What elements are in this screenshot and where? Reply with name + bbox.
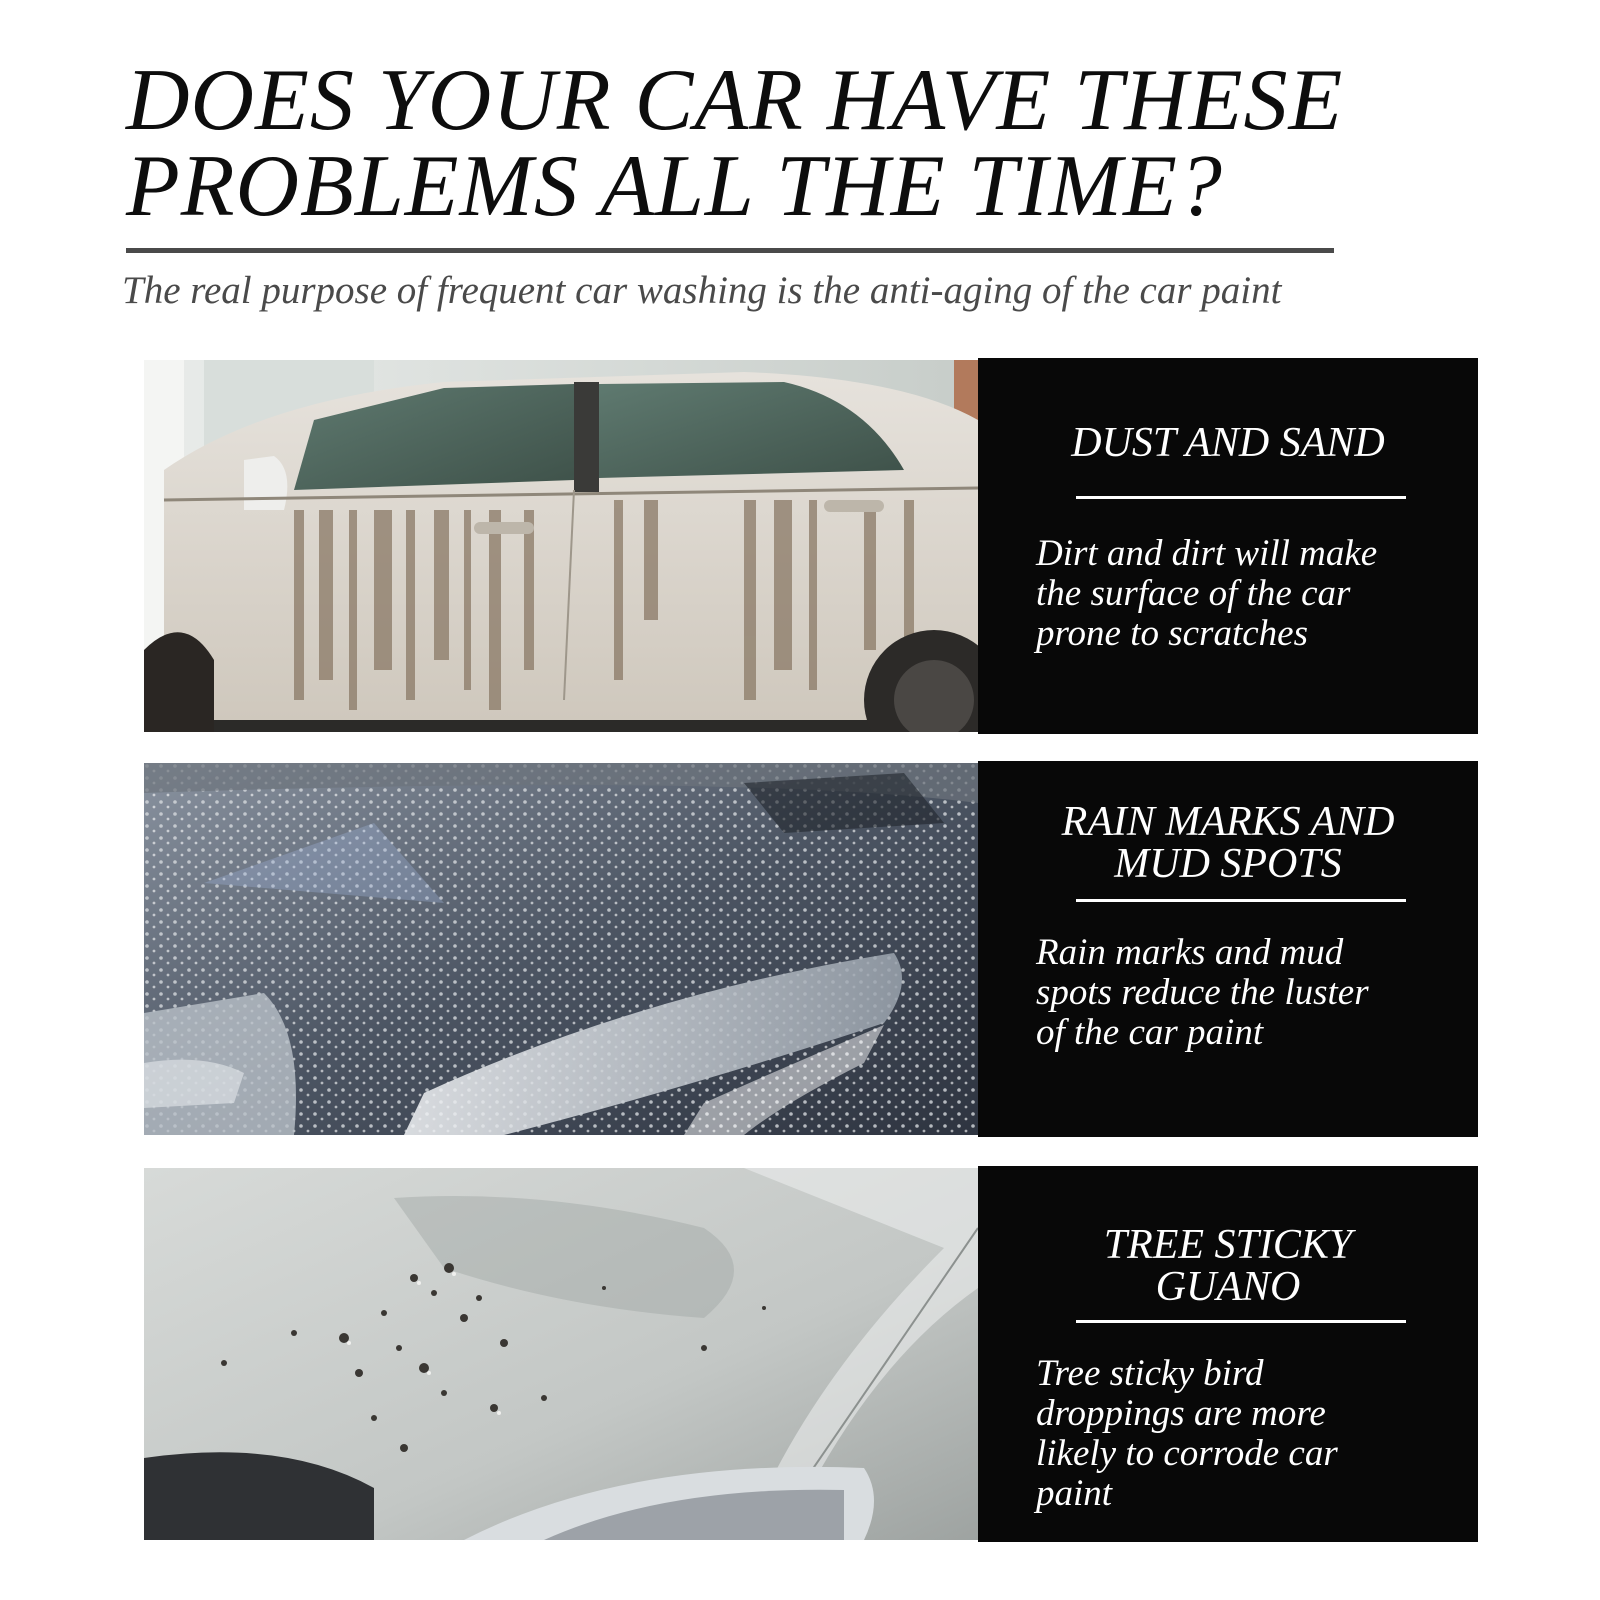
description-line: spots reduce the luster — [1036, 972, 1369, 1013]
rain-spotted-hood-photo — [144, 763, 978, 1135]
description-line: droppings are more — [1036, 1393, 1326, 1434]
headline — [126, 52, 1546, 235]
problem-title — [978, 801, 1478, 885]
problem-row-guano — [144, 1168, 1478, 1540]
dusty-car-photo — [144, 360, 978, 732]
headline-divider — [126, 248, 1334, 253]
problem-description — [1036, 1354, 1456, 1514]
panel-divider — [1076, 899, 1406, 902]
problem-panel-rain — [978, 761, 1478, 1137]
panel-divider — [1076, 1320, 1406, 1323]
subtitle: The real purpose of frequent car washing is the anti-aging of the car paint — [122, 269, 1282, 312]
description-line: Rain marks and mud — [1036, 932, 1344, 973]
description-line: Dirt and dirt will make — [1036, 533, 1378, 574]
problem-title-line: MUD SPOTS — [1114, 841, 1342, 887]
problem-panel-guano — [978, 1166, 1478, 1542]
description-line: prone to scratches — [1036, 613, 1308, 654]
headline-line-1: DOES YOUR CAR HAVE THESE — [126, 52, 1344, 149]
problem-title-line: RAIN MARKS AND — [1061, 799, 1395, 845]
problem-row-dust — [144, 360, 1478, 732]
problem-title-line: DUST AND SAND — [1071, 420, 1385, 466]
problem-title — [978, 422, 1478, 464]
problem-title — [978, 1224, 1478, 1308]
description-line: of the car paint — [1036, 1012, 1264, 1053]
problem-title-line: TREE STICKY — [1103, 1222, 1353, 1268]
problem-row-rain — [144, 763, 1478, 1135]
description-line: paint — [1036, 1473, 1113, 1514]
problem-title-line: GUANO — [1155, 1264, 1301, 1310]
problem-description — [1036, 933, 1456, 1053]
description-line: likely to corrode car — [1036, 1433, 1338, 1474]
description-line: the surface of the car — [1036, 573, 1351, 614]
problem-description — [1036, 534, 1456, 654]
description-line: Tree sticky bird — [1036, 1353, 1264, 1394]
bird-droppings-hood-photo — [144, 1168, 978, 1540]
panel-divider — [1076, 496, 1406, 499]
headline-line-2: PROBLEMS ALL THE TIME? — [126, 138, 1223, 235]
problem-panel-dust — [978, 358, 1478, 734]
